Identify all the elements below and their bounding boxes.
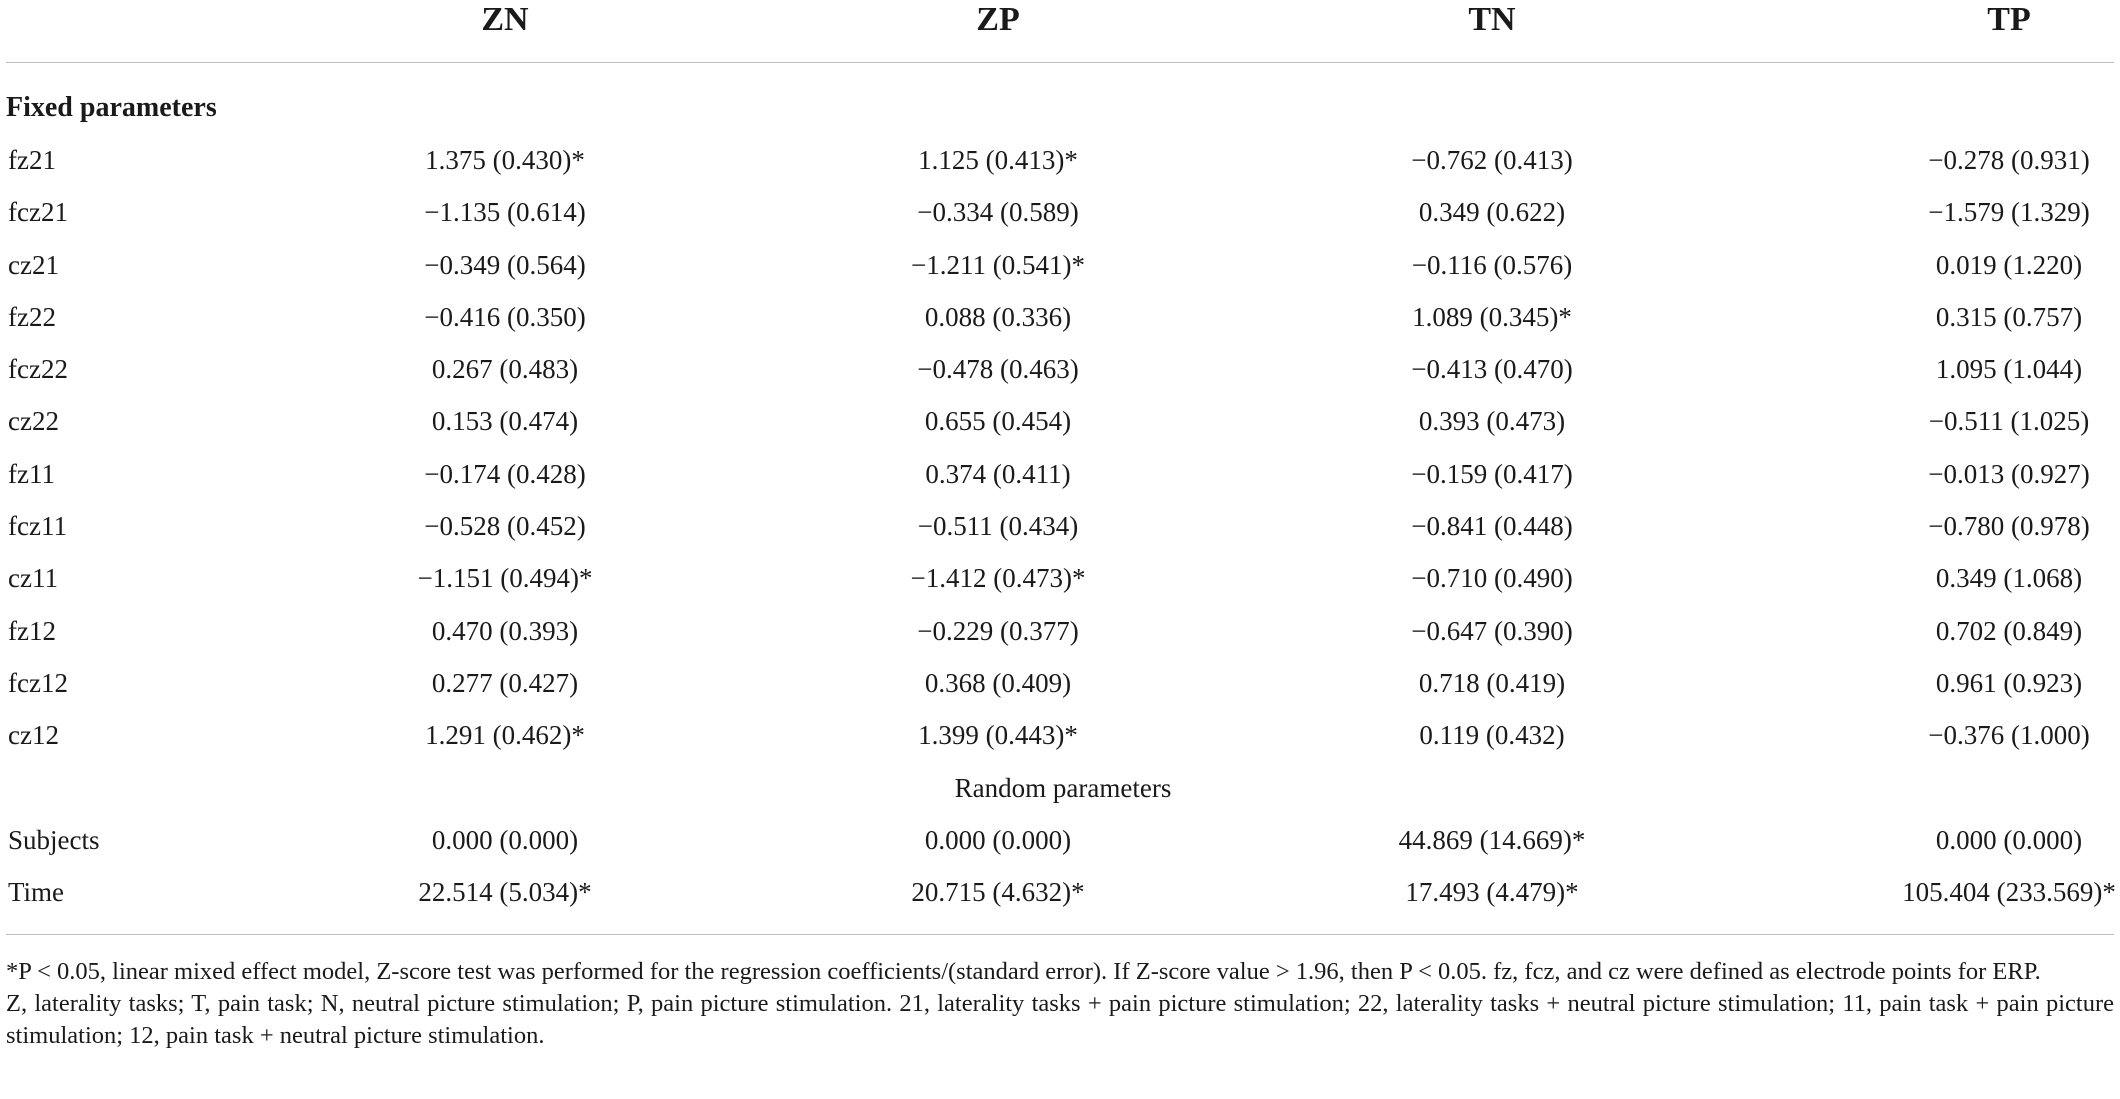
random-row-label: Time [8,877,65,908]
table-cell: −1.412 (0.473)* [910,563,1086,594]
table-cell: 1.125 (0.413)* [918,145,1078,175]
random-row-label: Subjects [8,825,100,855]
table-cell: −0.376 (1.000) [1928,720,2090,751]
table-row [0,506,2120,558]
table-cell: 0.393 (0.473) [1418,406,1566,437]
column-header-zn: ZN [481,1,529,38]
fixed-row-label: cz21 [8,249,59,280]
table-cell: −0.841 (0.448) [1411,511,1573,542]
table-cell: −1.135 (0.614) [424,197,586,228]
table-cell: 0.153 (0.474) [431,406,579,437]
fixed-row-label: fcz12 [8,667,68,698]
table-row [0,140,2120,192]
table-cell: 1.399 (0.443)* [918,720,1078,751]
fixed-row-label: fcz21 [8,197,68,228]
table-cell: 0.470 (0.393) [431,615,579,646]
table-row [0,454,2120,506]
table-cell: −0.278 (0.931) [1928,145,2090,175]
column-header-tp: TP [1987,1,2031,38]
column-header-zp: ZP [976,1,1020,38]
table-cell: 0.349 (0.622) [1418,197,1566,228]
table-cell: 0.119 (0.432) [1419,720,1565,751]
footnote-abbreviations: Z, laterality tasks; T, pain task; N, neutral picture stimulation; P, pain picture stimulation. 21, laterality tasks + pain picture stimulation; 22, laterality tasks + neutral picture stimulation; 11, pain task + pain picture stimulation; 12, pain task + neutral picture stimulation. [6,990,2114,1049]
table-cell: 1.095 (1.044) [1935,354,2083,385]
table-cell: 1.375 (0.430)* [425,145,585,175]
table-cell: 1.089 (0.345)* [1412,301,1572,332]
table-cell: 0.368 (0.409) [924,667,1072,698]
table-cell: −0.511 (0.434) [917,511,1079,542]
table-cell: 0.655 (0.454) [924,406,1072,437]
table-cell: 0.088 (0.336) [924,301,1072,332]
fixed-row-label: fcz11 [8,511,67,542]
table-cell: 0.702 (0.849) [1935,615,2083,646]
table-row [0,611,2120,663]
table-cell: −0.159 (0.417) [1411,458,1573,489]
fixed-parameters-table [0,140,2120,768]
fixed-row-label: fz21 [8,145,56,175]
table-cell: −1.211 (0.541)* [911,249,1085,280]
table-cell: 0.019 (1.220) [1935,249,2083,280]
table-row [0,558,2120,610]
table-cell: −0.780 (0.978) [1928,511,2090,542]
fixed-row-label: cz12 [8,720,59,751]
table-cell: 22.514 (5.034)* [418,877,592,908]
table-cell: 0.315 (0.757) [1935,301,2083,332]
table-row [0,663,2120,715]
table-cell: −0.013 (0.927) [1928,458,2090,489]
table-cell: −0.478 (0.463) [917,354,1079,385]
table-row [0,245,2120,297]
table-cell: −0.528 (0.452) [424,511,586,542]
table-row [0,192,2120,244]
table-cell: 0.349 (1.068) [1935,563,2083,594]
table-cell: 0.267 (0.483) [431,354,579,385]
fixed-row-label: fz12 [8,615,56,646]
table-cell: 44.869 (14.669)* [1398,825,1586,855]
table-row [0,297,2120,349]
footer-rule [6,934,2114,935]
table-cell: 17.493 (4.479)* [1405,877,1579,908]
table-cell: −1.579 (1.329) [1928,197,2090,228]
fixed-row-label: cz11 [8,563,58,594]
table-row [0,715,2120,767]
table-cell: −0.647 (0.390) [1411,615,1573,646]
table-row [0,820,2120,872]
table-cell: −0.174 (0.428) [424,458,586,489]
header-rule [6,62,2114,63]
table-cell: −0.511 (1.025) [1928,406,2090,437]
table-cell: −0.710 (0.490) [1411,563,1573,594]
table-row [0,872,2120,924]
random-parameters-label: Random parameters [954,773,1172,803]
table-cell: −0.116 (0.576) [1411,249,1573,280]
table-row [0,349,2120,401]
table-cell: 0.000 (0.000) [924,825,1072,855]
fixed-row-label: fz11 [8,458,55,489]
table-footnotes [6,956,2114,1052]
table-cell: 0.000 (0.000) [1935,825,2083,855]
fixed-row-label: fz22 [8,301,56,332]
table-cell: 0.000 (0.000) [431,825,579,855]
table-cell: 0.718 (0.419) [1418,667,1566,698]
table-cell: −0.349 (0.564) [424,249,586,280]
table-cell: 105.404 (233.569)* [1902,877,2116,908]
column-header-tn: TN [1468,1,1516,38]
table-cell: 0.277 (0.427) [431,667,579,698]
table-cell: −0.334 (0.589) [917,197,1079,228]
random-parameters-table [0,820,2120,925]
table-cell: −0.762 (0.413) [1411,145,1573,175]
table-cell: 0.374 (0.411) [925,458,1071,489]
table-cell: 1.291 (0.462)* [425,720,585,751]
fixed-row-label: cz22 [8,406,59,437]
table-cell: 0.961 (0.923) [1935,667,2083,698]
table-header [0,0,2120,46]
table-row [0,401,2120,453]
table-cell: 20.715 (4.632)* [911,877,1085,908]
table-cell: −0.416 (0.350) [424,301,586,332]
fixed-row-label: fcz22 [8,354,68,385]
table-cell: −0.229 (0.377) [917,615,1079,646]
footnote-significance: *P < 0.05, linear mixed effect model, Z-score test was performed for the regression coefficients/(standard error). If Z-score value > 1.96, then P < 0.05. fz, fcz, and cz were defined as electrode points for ERP. [6,958,2041,985]
table-cell: −0.413 (0.470) [1411,354,1573,385]
fixed-parameters-label: Fixed parameters [6,92,217,123]
table-cell: −1.151 (0.494)* [417,563,593,594]
